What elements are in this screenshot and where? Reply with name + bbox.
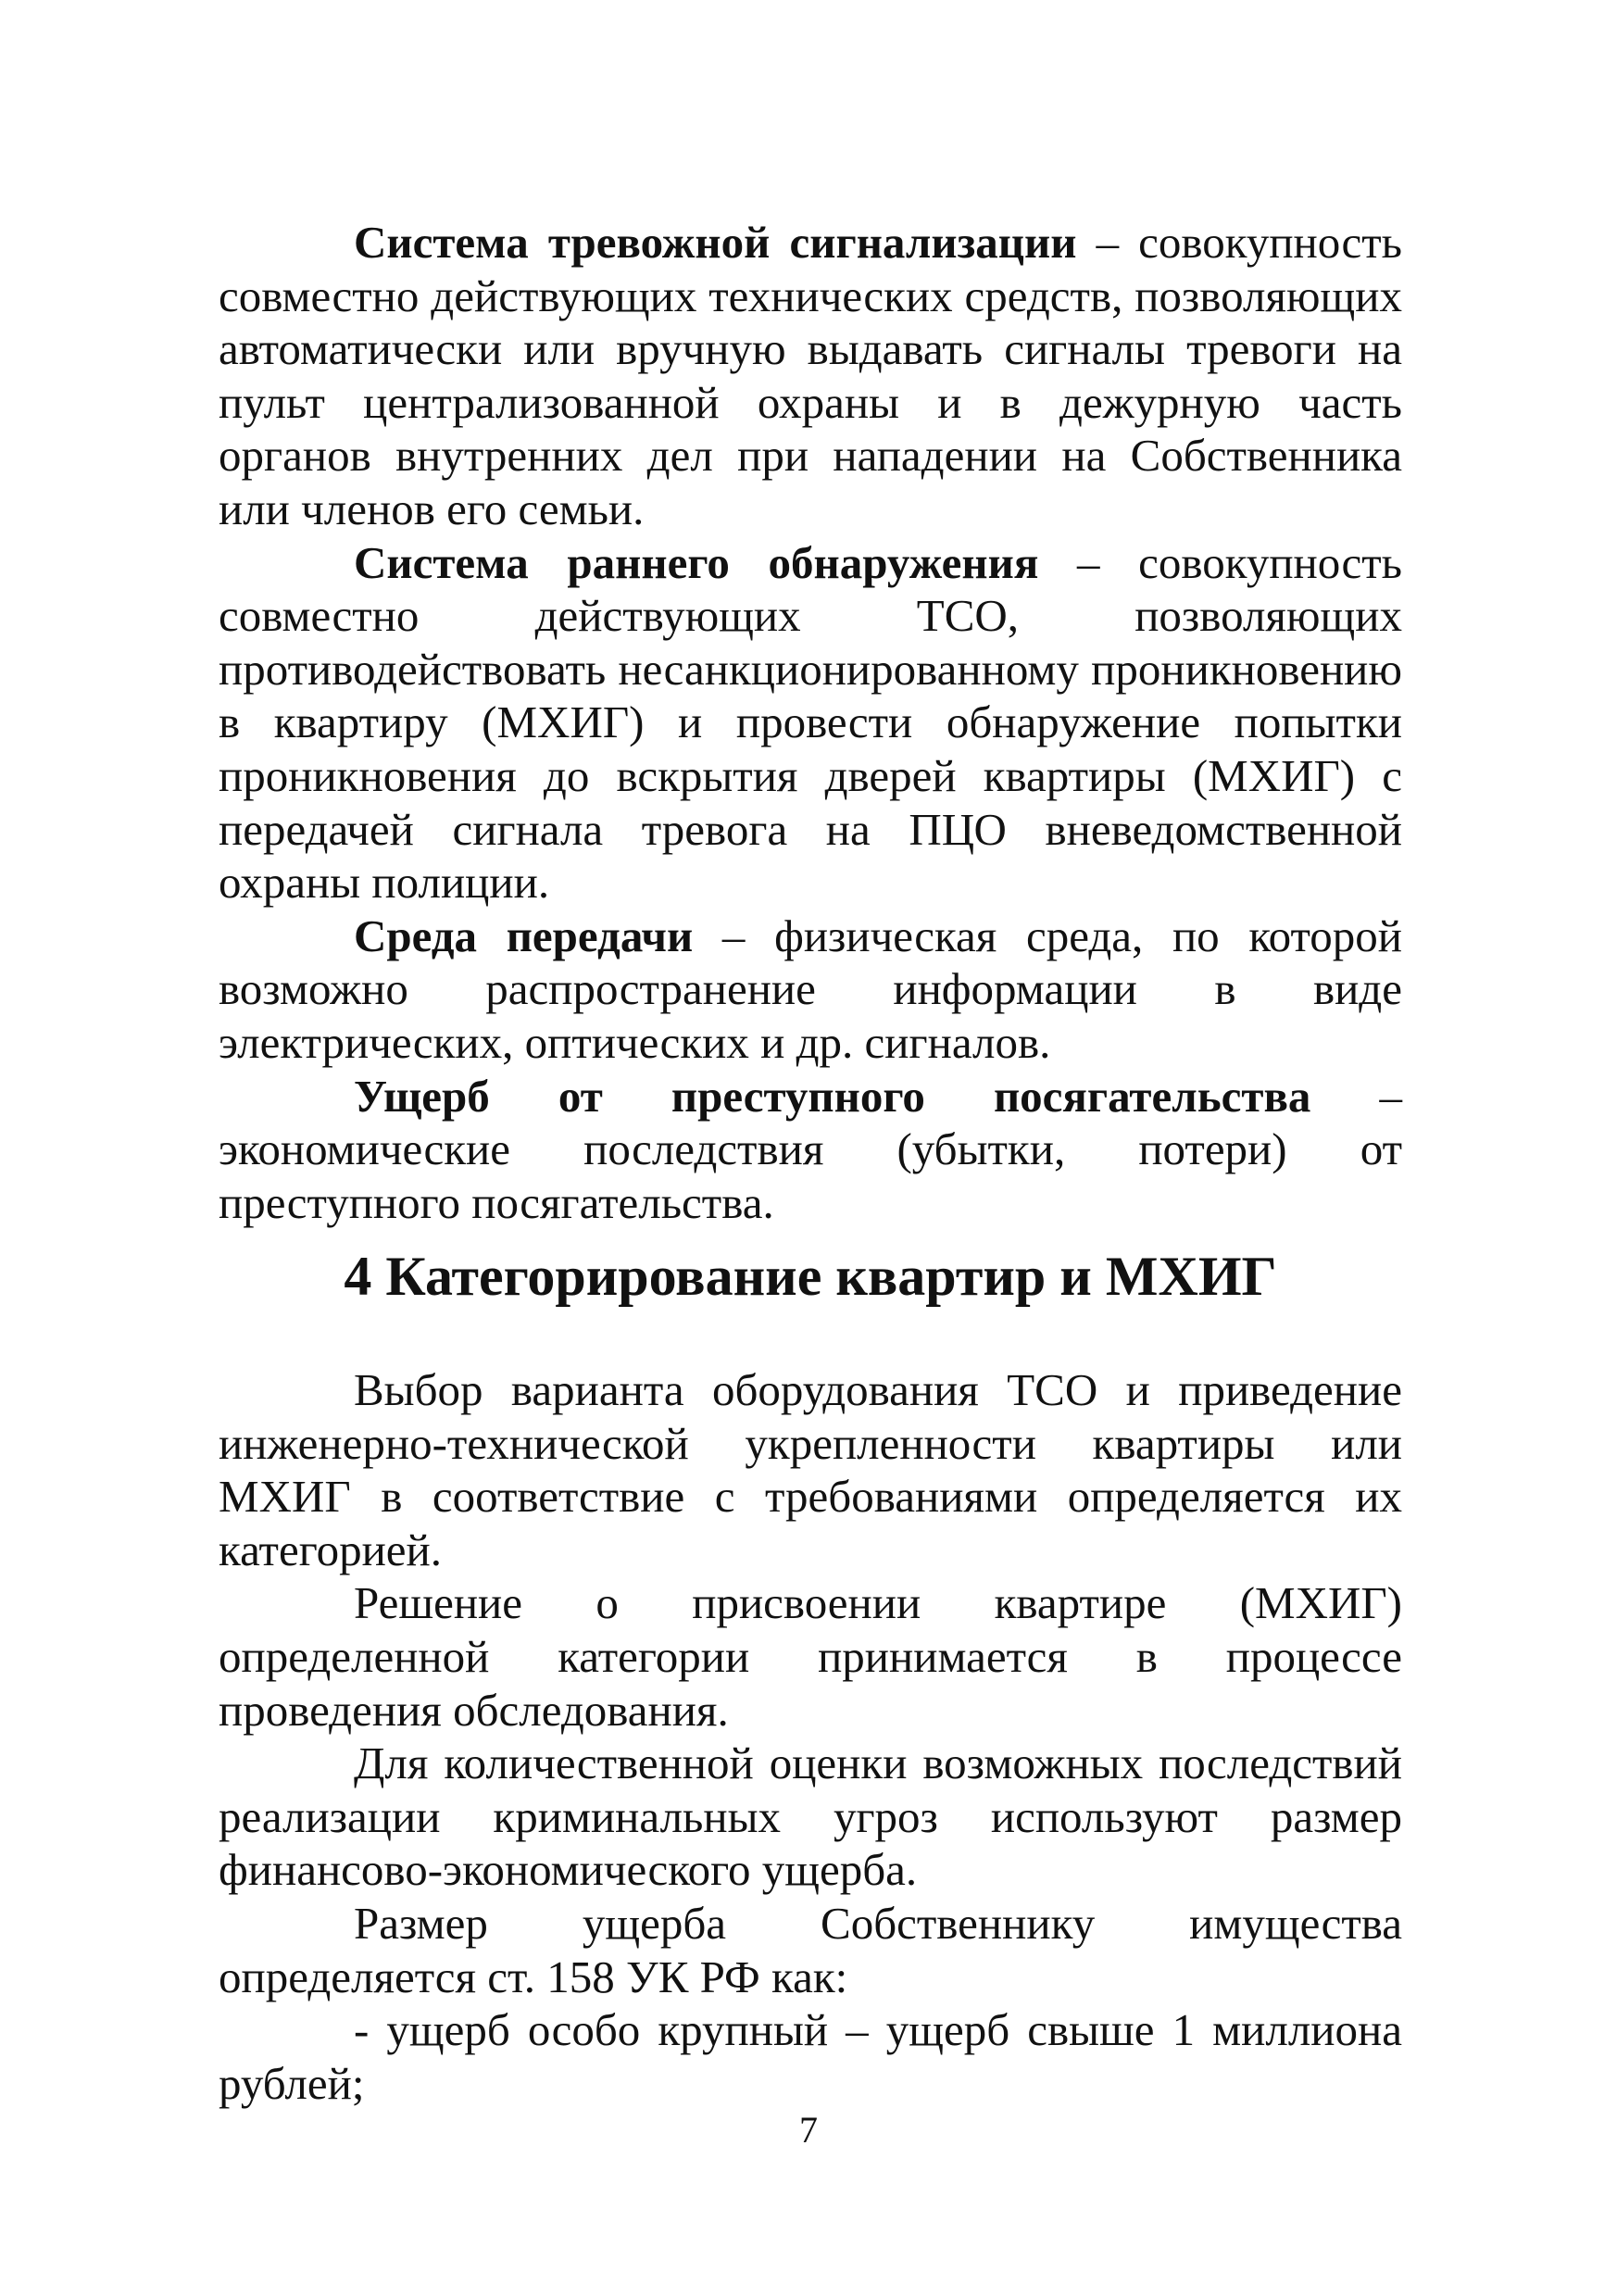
section-paragraph: Выбор варианта оборудования ТСО и приведение инженерно-технической укрепленности квартиры или МХИГ в соответствие с требованиями определяется их категорией. [219,1364,1402,1575]
list-item: - ущерб особо крупный – ущерб свыше 1 миллиона рублей; [219,2004,1402,2109]
definition-text: – совокупность совместно действующих ТСО, позволяющих противодействовать несанкционированному проникновению в квартиру (МХИГ) и провести обнаружение попытки проникновения до вскрытия дверей квартиры (МХИГ) с передачей сигнала тревога на ПЦО вневедомственной охраны полиции. [219,536,1402,909]
definition-paragraph [219,910,1402,1070]
definition-term: Ущерб от преступного посягательства [354,1070,1311,1122]
definition-paragraph [219,1070,1402,1230]
page-number: 7 [799,2109,818,2151]
definition-term: Система раннего обнаружения [354,536,1039,588]
section-paragraph: Для количественной оценки возможных последствий реализации криминальных угроз используют размер финансово-экономического ущерба. [219,1738,1402,1896]
definition-text: – физическая среда, по которой возможно распространение информации в виде электрических, оптических и др. сигналов. [219,910,1402,1068]
definition-term: Система тревожной сигнализации [354,217,1077,268]
definition-text: – совокупность совместно действующих технических средств, позволяющих автоматически или вручную выдавать сигналы тревоги на пульт централизованной охраны и в дежурную часть органов внутренних дел при нападении на Собственника или членов его семьи. [219,217,1402,534]
definition-term: Среда передачи [354,910,694,961]
definition-text: – экономические последствия (убытки, потери) от преступного посягательства. [219,1070,1402,1228]
definitions-block [219,216,1402,1229]
section-heading: 4 Категорирование квартир и МХИГ [344,1246,1277,1307]
definition-paragraph [219,216,1402,536]
definition-paragraph [219,536,1402,910]
section-body [219,1363,1402,2110]
section-paragraph: Размер ущерба Собственнику имущества определяется ст. 158 УК РФ как: [219,1897,1402,2002]
section-paragraph: Решение о присвоении квартире (МХИГ) определенной категории принимается в процессе проведения обследования. [219,1577,1402,1736]
